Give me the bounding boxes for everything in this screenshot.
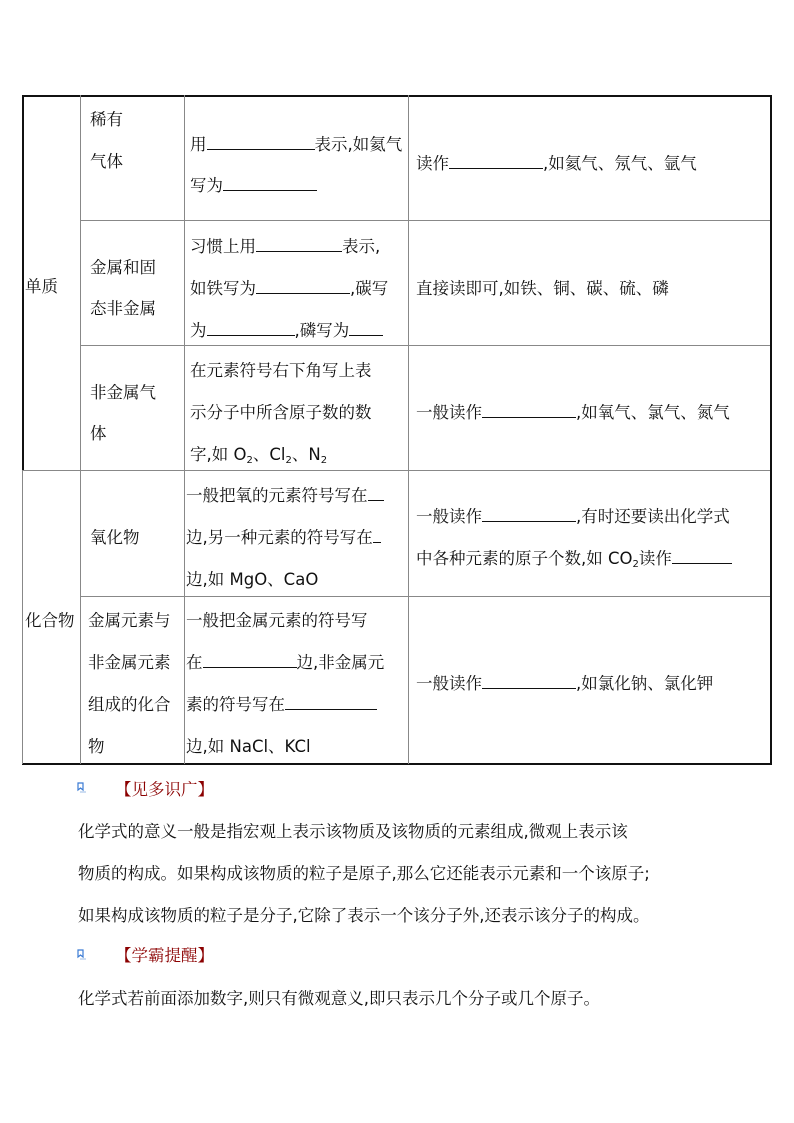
paragraph-line: 化学式的意义一般是指宏观上表示该物质及该物质的元素组成,微观上表示该 (78, 822, 628, 841)
section-heading: 【学霸提醒】 (115, 946, 214, 965)
paragraph-line: 化学式若前面添加数字,则只有微观意义,即只表示几个分子或几个原子。 (78, 989, 600, 1008)
writing-rule: 写为 (190, 172, 317, 196)
fill-blank[interactable] (482, 503, 576, 522)
fill-blank[interactable] (482, 670, 576, 689)
reading-rule: 中各种元素的原子个数,如 $CO_2$读作 (416, 545, 732, 570)
reading-rule: 一般读作 ,如氯化钠、氯化钾 (416, 670, 713, 694)
paragraph-line: 物质的构成。如果构成该物质的粒子是原子,那么它还能表示元素和一个该原子; (78, 864, 650, 883)
section-heading: 【见多识广】 (115, 780, 214, 799)
fill-blank[interactable] (256, 233, 342, 252)
writing-rule: 素的符号写在 (186, 691, 377, 715)
writing-rule: 习惯上用 表示, (190, 233, 380, 257)
writing-rule: 在元素符号右下角写上表 (190, 361, 372, 380)
type-label: 体 (90, 424, 107, 443)
writing-rule: 字,如 $O_2$、$Cl_2$、$N_2$ (190, 445, 328, 466)
bookmark-icon (77, 782, 87, 797)
fill-blank[interactable] (203, 649, 297, 668)
fill-blank[interactable] (482, 399, 576, 418)
reading-rule: 直接读即可,如铁、铜、碳、硫、磷 (416, 279, 669, 298)
fill-blank[interactable] (349, 317, 383, 336)
fill-blank[interactable] (449, 150, 543, 169)
paragraph-line: 如果构成该物质的粒子是分子,它除了表示一个该分子外,还表示该分子的构成。 (78, 906, 650, 925)
type-label: 稀有 (90, 110, 123, 129)
writing-rule: 示分子中所含原子数的数 (190, 403, 372, 422)
type-label: 物 (88, 737, 105, 756)
writing-rule: 如铁写为 ,碳写 (190, 275, 388, 299)
category-compound: 化合物 (25, 611, 75, 630)
writing-rule: 一般把金属元素的符号写 (186, 611, 368, 630)
writing-rule: 为 ,磷写为 (190, 317, 383, 341)
category-elemental-substance: 单质 (25, 277, 58, 296)
fill-blank[interactable] (373, 524, 381, 543)
writing-rule: 边,如 MgO、CaO (186, 570, 319, 589)
type-label: 态非金属 (90, 299, 156, 318)
type-label: 气体 (90, 152, 123, 171)
fill-blank[interactable] (207, 131, 315, 150)
writing-rule: 边,如 NaCl、KCl (186, 737, 311, 756)
fill-blank[interactable] (672, 545, 732, 564)
type-label: 金属和固 (90, 258, 156, 277)
fill-blank[interactable] (285, 691, 377, 710)
fill-blank[interactable] (207, 317, 295, 336)
writing-rule: 一般把氧的元素符号写在 (186, 482, 384, 506)
bookmark-icon (77, 949, 87, 964)
type-label: 金属元素与 (88, 611, 171, 630)
fill-blank[interactable] (223, 172, 317, 191)
writing-rule: 在 边,非金属元 (186, 649, 384, 673)
fill-blank[interactable] (368, 482, 384, 501)
reading-rule: 一般读作 ,有时还要读出化学式 (416, 503, 730, 527)
type-label: 氧化物 (90, 528, 140, 547)
reading-rule: 读作 ,如氦气、氖气、氩气 (416, 150, 697, 174)
fill-blank[interactable] (256, 275, 350, 294)
writing-rule: 边,另一种元素的符号写在 (186, 524, 381, 548)
type-label: 非金属元素 (88, 653, 171, 672)
writing-rule: 用 表示,如氦气 (190, 131, 402, 155)
reading-rule: 一般读作 ,如氧气、氯气、氮气 (416, 399, 730, 423)
type-label: 非金属气 (90, 383, 156, 402)
type-label: 组成的化合 (88, 695, 171, 714)
